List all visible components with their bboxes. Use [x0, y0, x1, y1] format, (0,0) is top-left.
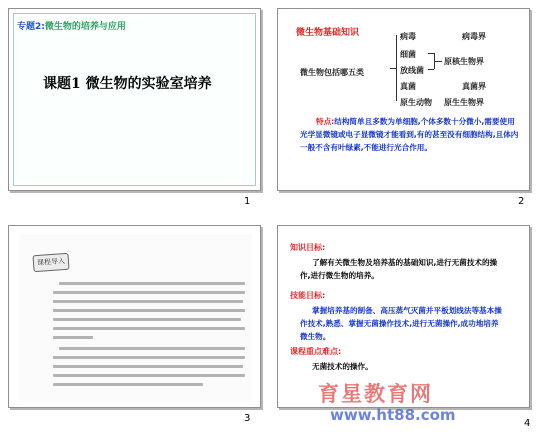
slide-3-number: 3 [244, 413, 251, 424]
slide-2-kingdom-prokaryote: 原核生物界 [444, 57, 484, 66]
slide-2-thumbnail[interactable] [277, 8, 530, 191]
slide-3-scanned-page [19, 234, 252, 401]
slide-4-goal3-text: 无菌技术的操作。 [312, 362, 373, 371]
watermark-url: www.ht88.com [330, 406, 456, 424]
slide-4-goal2-text: 掌握培养基的制备、高压蒸气灭菌并平板划线法等基本操作技术,熟悉、掌握无菌操作技术,进行无菌操作,成功地培养微生物。 [300, 306, 502, 341]
slide-2-item-actinomycetes: 放线菌 [400, 66, 424, 75]
slide-2-heading: 微生物基础知识 [296, 28, 360, 38]
slide-2-item-fungi: 真菌 [400, 82, 416, 91]
scan-text-line [53, 327, 245, 330]
scan-text-line [53, 318, 241, 321]
scan-text-line [53, 300, 243, 303]
slide-2-feature-text: 结构简单且多数为单细胞,个体多数十分微小,需要使用光学显微镜或电子显微镜才能看到,有的甚至没有细胞结构,且体内一般不含有叶绿素,不能进行光合作用。 [300, 117, 519, 152]
slide-2-brace-prokaryote-bottom [428, 69, 434, 70]
slide-4-goal1-label: 知识目标: [290, 243, 326, 252]
slide-1-topic-rest: 微生物的培养与应用 [44, 22, 126, 32]
slide-2-brace-prokaryote-top [428, 53, 434, 54]
slide-4-goal3-label: 课程重点难点: [290, 347, 342, 356]
scan-text-line [59, 347, 245, 350]
scan-text-line [53, 365, 243, 368]
slide-2-number: 2 [518, 196, 525, 207]
slide-2-item-protozoa: 原生动物 [400, 98, 432, 107]
slide-4-goal1-text: 了解有关微生物及培养基的基础知识,进行无菌技术的操作,进行微生物的培养。 [300, 258, 498, 280]
scan-text-line [53, 356, 245, 359]
slide-4-thumbnail[interactable] [277, 225, 530, 408]
scan-text-line [53, 336, 93, 339]
slide-1-number: 1 [244, 196, 251, 207]
slide-2-item-virus: 病毒 [400, 32, 416, 41]
slide-1-topic [17, 19, 126, 32]
slide-2-feature-label: 特点: [316, 117, 335, 126]
slide-4-number: 4 [524, 418, 531, 429]
slide-2-kingdom-virus: 病毒界 [462, 32, 486, 41]
slide-4-goal2-label: 技能目标: [290, 291, 326, 300]
watermark-title: 育星教育网 [318, 382, 433, 406]
scan-text-line [53, 291, 245, 294]
slide-1-thumbnail[interactable] [8, 8, 261, 191]
scan-text-line [53, 374, 245, 377]
slide-2-brace-tick [390, 68, 396, 69]
slide-2-brace-main [396, 35, 397, 101]
slide-3-tag: 课程导入 [32, 253, 69, 272]
scan-text-line [53, 309, 245, 312]
slide-2-left-label: 微生物包括哪五类 [300, 68, 364, 77]
slide-1-topic-prefix: 专题2: [17, 22, 45, 32]
slide-2-kingdom-protist: 原生生物界 [444, 98, 484, 107]
slide-2-brace-prokaryote-arrow [434, 61, 442, 62]
slide-1-title: 课题1 微生物的实验室培养 [43, 76, 212, 92]
scan-text-line [59, 282, 245, 285]
slide-1-frame [13, 13, 256, 186]
scan-text-line [53, 383, 203, 386]
slide-2-kingdom-fungi: 真菌界 [462, 82, 486, 91]
slide-2-feature-paragraph [300, 115, 522, 154]
slide-2-item-bacteria: 细菌 [400, 50, 416, 59]
slide-3-thumbnail[interactable] [8, 225, 261, 408]
